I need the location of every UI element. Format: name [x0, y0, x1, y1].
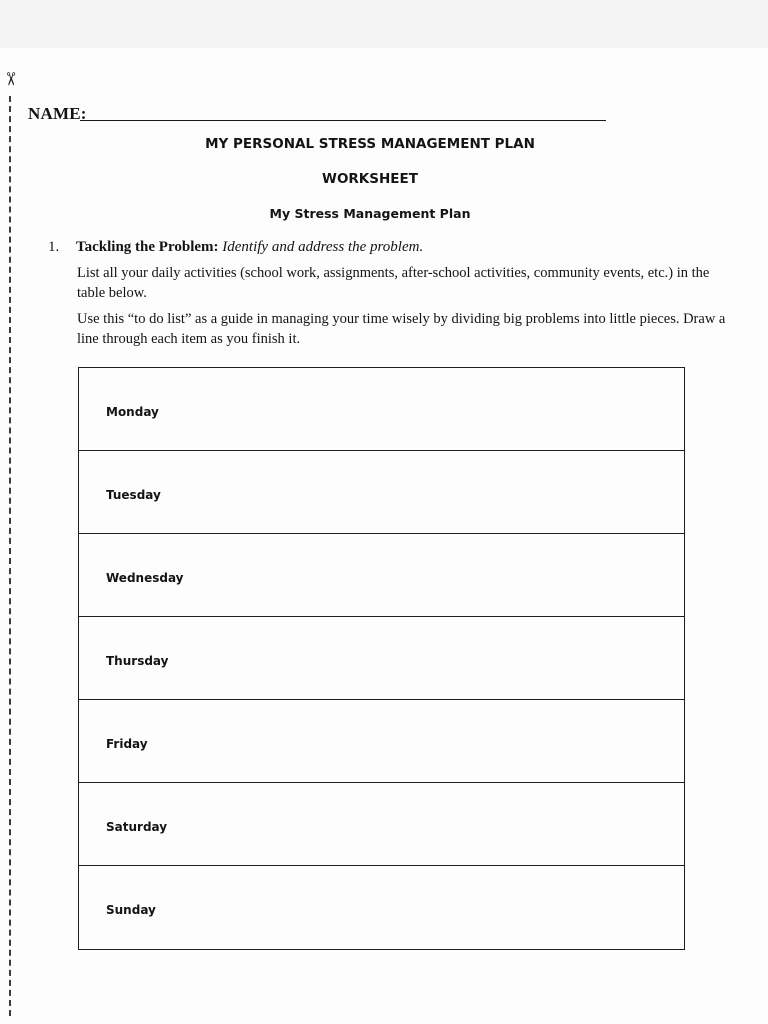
activities-instructions: List all your daily activities (school work, assignments, after-school activities, community events, etc.) in the table below.	[77, 265, 710, 301]
day-label: Monday	[106, 405, 159, 419]
step-heading: Tackling the Problem:	[76, 239, 219, 255]
step-number: 1.	[48, 239, 60, 255]
day-label: Wednesday	[106, 571, 184, 585]
day-label: Sunday	[106, 903, 156, 917]
worksheet-title: MY PERSONAL STRESS MANAGEMENT PLAN	[205, 136, 535, 152]
step-1-heading	[48, 239, 423, 256]
day-row-saturday[interactable]	[79, 783, 684, 866]
name-field[interactable]	[28, 104, 608, 126]
day-label: Saturday	[106, 820, 168, 834]
plan-title: My Stress Management Plan	[269, 206, 471, 221]
day-row-tuesday[interactable]	[79, 451, 684, 534]
day-row-monday[interactable]	[79, 368, 684, 451]
step-instruction: Identify and address the problem.	[222, 239, 424, 255]
cut-line	[9, 96, 11, 1016]
scissors-icon: ✂	[0, 71, 21, 87]
day-label: Friday	[106, 737, 148, 751]
day-row-sunday[interactable]	[79, 866, 684, 951]
day-label: Tuesday	[106, 488, 161, 502]
to-do-list-instructions: Use this “to do list” as a guide in managing your time wisely by dividing big problems into little pieces. Draw a line through each item as you finish it.	[77, 311, 726, 347]
day-row-friday[interactable]	[79, 700, 684, 783]
day-label: Thursday	[106, 654, 169, 668]
weekly-activity-table	[78, 367, 685, 950]
name-write-line[interactable]	[80, 120, 606, 121]
scan-top-margin	[0, 0, 768, 48]
worksheet-subtitle: WORKSHEET	[322, 171, 418, 187]
name-label: NAME:	[28, 104, 87, 123]
day-row-wednesday[interactable]	[79, 534, 684, 617]
day-row-thursday[interactable]	[79, 617, 684, 700]
